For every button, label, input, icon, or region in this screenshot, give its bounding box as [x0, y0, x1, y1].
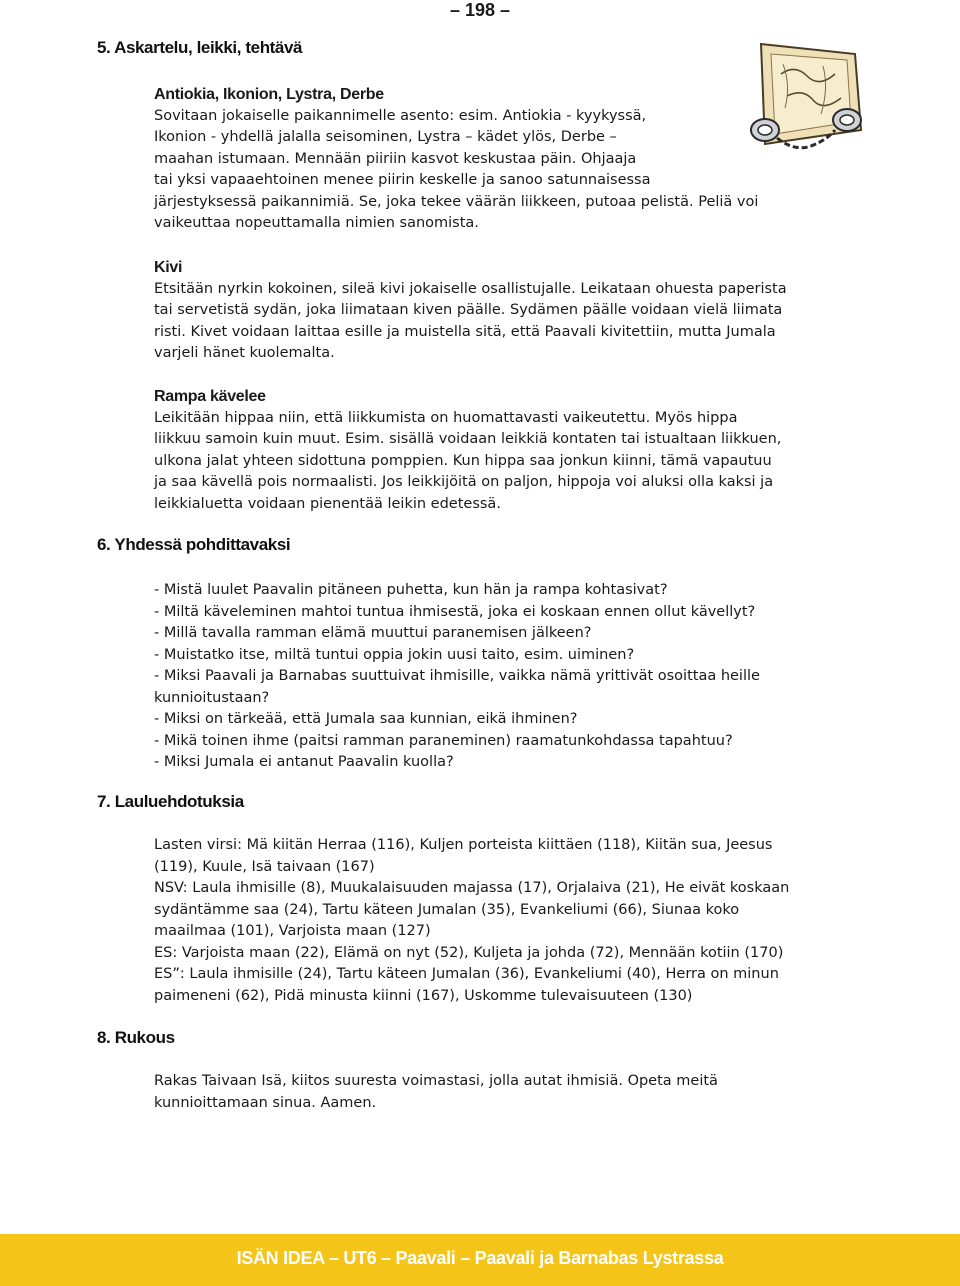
question-item: - Miksi Jumala ei antanut Paavalin kuolla?	[154, 754, 454, 770]
game-rampa	[154, 386, 814, 515]
text-line: Etsitään nyrkin kokoinen, sileä kivi jokaiselle osallistujalle. Leikataan ohuesta paperista	[154, 280, 787, 297]
page-number: – 198 –	[449, 0, 511, 20]
text-line: leikkialuetta voidaan pienentää leikin edetessä.	[154, 495, 501, 512]
text-line: Leikitään hippaa niin, että liikkumista on huomattavasti vaikeutettu. Myös hippa	[154, 409, 738, 426]
prayer-line: Rakas Taivaan Isä, kiitos suuresta voimastasi, jolla autat ihmisiä. Opeta meitä	[154, 1073, 718, 1089]
text-line: varjeli hänet kuolemalta.	[154, 345, 335, 361]
song-line: Lasten virsi: Mä kiitän Herraa (116), Kuljen porteista kiittäen (118), Kiitän sua, Jeesus	[154, 837, 773, 853]
section-title-5: 5. Askartelu, leikki, tehtävä	[97, 38, 303, 57]
text-line: ja saa kävellä pois normaalisti. Jos leikkijöitä on paljon, hippoja voi aluksi olla kaksi ja	[154, 474, 774, 490]
text-line: järjestyksessä paikannimiä. Se, joka tekee väärän liikkeen, putoaa pelistä. Peliä voi	[154, 193, 759, 210]
section-title-6: 6. Yhdessä pohdittavaksi	[97, 535, 291, 554]
section-title-7: 7. Lauluehdotuksia	[97, 792, 244, 811]
text-line: Sovitaan jokaiselle paikannimelle asento: esim. Antiokia - kyykyssä,	[154, 107, 647, 124]
game-heading: Kivi	[154, 259, 183, 276]
prayer-text	[154, 1071, 814, 1114]
text-line: Ikonion - yhdellä jalalla seisominen, Lystra – kädet ylös, Derbe –	[154, 129, 617, 145]
prayer-line: kunnioittamaan sinua. Aamen.	[154, 1094, 377, 1111]
footer-bar	[0, 1234, 960, 1286]
map-with-shackles-icon	[743, 34, 867, 158]
question-item: - Mikä toinen ihme (paitsi ramman paraneminen) raamatunkohdassa tapahtuu?	[154, 732, 733, 749]
text-line: liikkuu samoin kuin muut. Esim. sisällä voidaan leikkiä kontaten tai istualtaan liikkuen,	[154, 431, 782, 447]
question-item: - Miksi Paavali ja Barnabas suuttuivat ihmisille, vaikka nämä yrittivät osoittaa heille	[154, 668, 760, 684]
text-line: vaikeuttaa nopeuttamalla nimien sanomista.	[154, 215, 479, 231]
song-line: sydäntämme saa (24), Tartu käteen Jumalan (35), Evankeliumi (66), Siunaa koko	[154, 901, 740, 918]
text-line: ulkona jalat yhteen sidottuna pomppien. Kun hippa saa jonkun kiinni, tämä vapautuu	[154, 452, 772, 469]
songs-list	[154, 835, 814, 1007]
question-item: - Miltä käveleminen mahtoi tuntua ihmisestä, joka ei koskaan ennen ollut kävellyt?	[154, 603, 756, 620]
text-line: maahan istumaan. Mennään piiriin kasvot keskustaa päin. Ohjaaja	[154, 150, 637, 167]
question-item: - Muistatko itse, miltä tuntui oppia jokin uusi taito, esim. uiminen?	[154, 646, 635, 663]
game-text	[154, 279, 814, 365]
song-line: ES”: Laula ihmisille (24), Tartu käteen Jumalan (36), Evankeliumi (40), Herra on minun	[154, 966, 779, 982]
footer-text: ISÄN IDEA – UT6 – Paavali – Paavali ja Barnabas Lystrassa	[236, 1248, 724, 1268]
song-line: (119), Kuule, Isä taivaan (167)	[154, 858, 375, 875]
game-text	[154, 408, 814, 516]
text-line: risti. Kivet voidaan laittaa esille ja muistella sitä, että Paavali kivitettiin, mutta Jumala	[154, 323, 776, 340]
song-line: maailmaa (101), Varjoista maan (127)	[154, 923, 431, 939]
text-line: tai servetistä sydän, joka liimataan kiven päälle. Sydämen päälle voidaan vielä liimata	[154, 302, 783, 318]
song-line: ES: Varjoista maan (22), Elämä on nyt (52), Kuljeta ja johda (72), Mennään kotiin (170)	[154, 944, 784, 961]
song-line: NSV: Laula ihmisille (8), Muukalaisuuden majassa (17), Orjalaiva (21), He eivät koskaan	[154, 880, 790, 896]
questions-list	[154, 580, 814, 774]
game-heading: Antiokia, Ikonion, Lystra, Derbe	[154, 86, 384, 103]
question-item: - Millä tavalla ramman elämä muuttui paranemisen jälkeen?	[154, 625, 592, 641]
game-kivi	[154, 257, 814, 365]
song-line: paimeneni (62), Pidä minusta kiinni (167), Uskomme tulevaisuuteen (130)	[154, 987, 693, 1004]
game-heading: Rampa kävelee	[154, 388, 266, 405]
section-title-8: 8. Rukous	[97, 1028, 175, 1047]
question-item: - Miksi on tärkeää, että Jumala saa kunnian, eikä ihminen?	[154, 711, 578, 727]
game-antiokia	[154, 84, 814, 235]
text-line: tai yksi vapaaehtoinen menee piirin keskelle ja sanoo satunnaisessa	[154, 172, 651, 188]
question-item: - Mistä luulet Paavalin pitäneen puhetta, kun hän ja rampa kohtasivat?	[154, 582, 668, 598]
game-text	[154, 106, 814, 235]
question-item: kunnioitustaan?	[154, 689, 270, 706]
